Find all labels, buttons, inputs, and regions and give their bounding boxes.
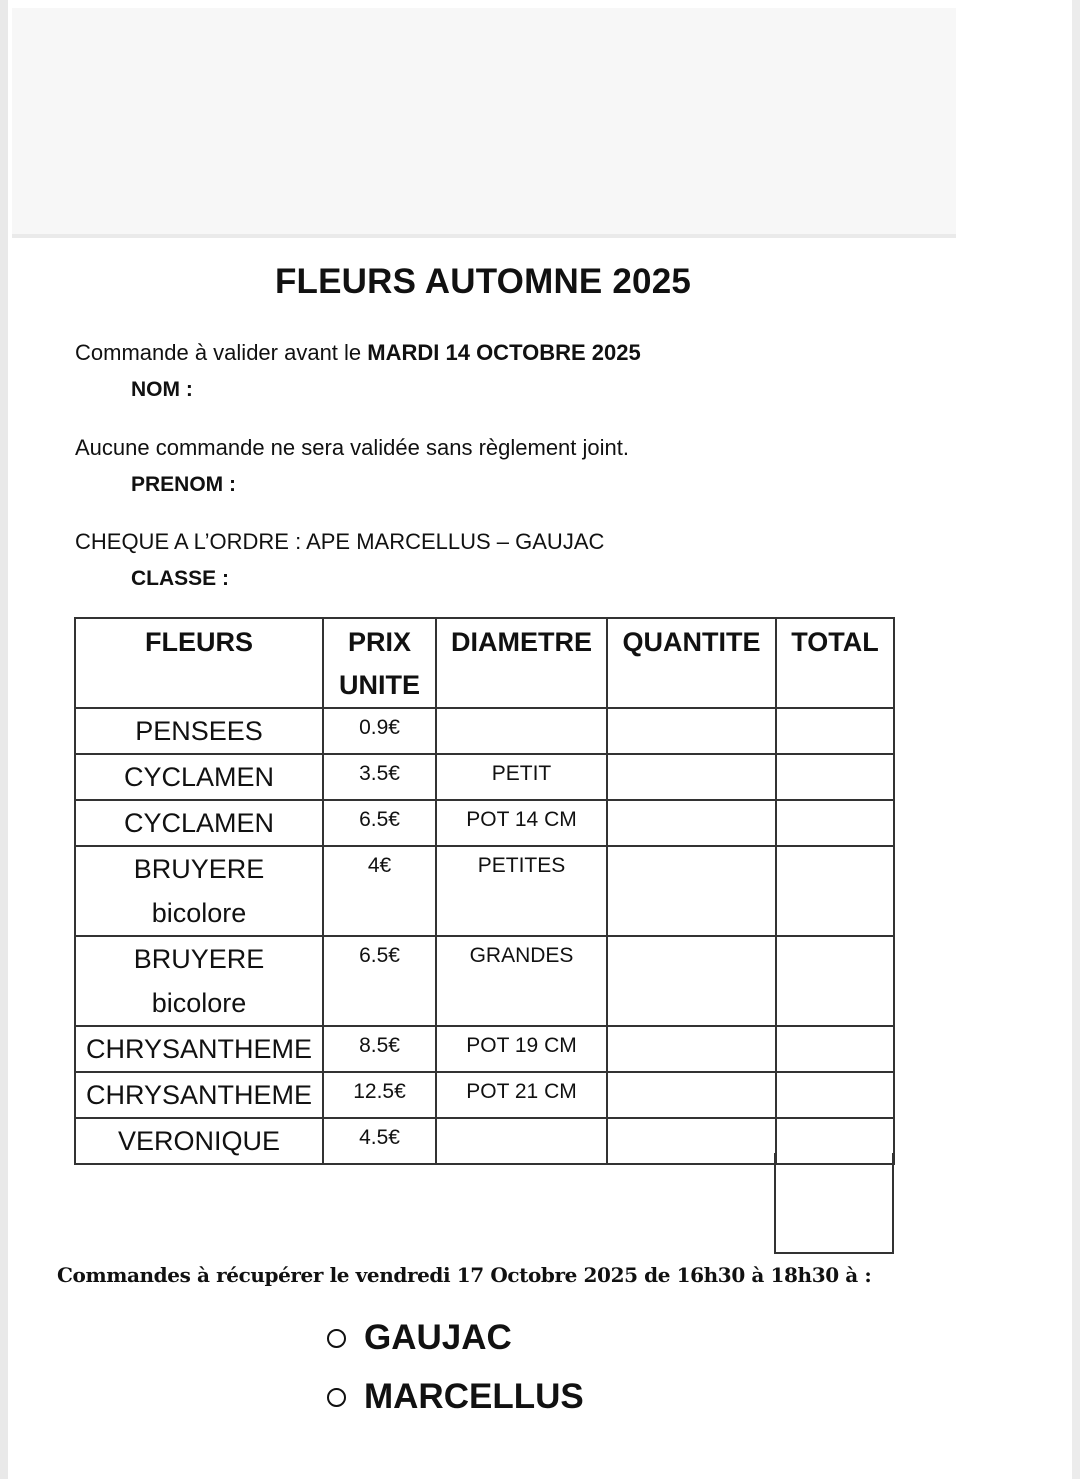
deadline-text: Commande à valider avant le (75, 340, 368, 365)
unit-price: 3.5€ (323, 754, 436, 800)
total-cell[interactable] (776, 846, 894, 936)
radio-circle-icon[interactable] (327, 1388, 346, 1407)
location-label: MARCELLUS (364, 1377, 584, 1416)
flower-name: CHRYSANTHEME (75, 1072, 323, 1118)
total-cell[interactable] (776, 754, 894, 800)
header-prix-unite (323, 618, 436, 708)
unit-price: 12.5€ (323, 1072, 436, 1118)
diameter (436, 1118, 607, 1164)
header-quantite: QUANTITE (607, 618, 776, 708)
flower-name-line2: bicolore (151, 988, 247, 1018)
unit-price: 4.5€ (323, 1118, 436, 1164)
page-title: FLEURS AUTOMNE 2025 (274, 262, 692, 301)
total-cell[interactable] (776, 708, 894, 754)
payment-notice: Aucune commande ne sera validée sans règlement joint. (75, 435, 629, 460)
cheque-payee: CHEQUE A L’ORDRE : APE MARCELLUS – GAUJAC (75, 529, 605, 554)
total-cell[interactable] (776, 936, 894, 1026)
diameter: POT 21 CM (436, 1072, 607, 1118)
flower-name: CYCLAMEN (75, 754, 323, 800)
diameter: POT 19 CM (436, 1026, 607, 1072)
flower-name-line2: bicolore (151, 898, 247, 928)
table-row (75, 1026, 894, 1072)
radio-circle-icon[interactable] (327, 1329, 346, 1348)
flower-name: CHRYSANTHEME (75, 1026, 323, 1072)
table-header-row (75, 618, 894, 708)
pickup-info: Commandes à récupérer le vendredi 17 Octobre 2025 de 16h30 à 18h30 à : (57, 1263, 872, 1287)
table-row (75, 754, 894, 800)
flower-name (75, 936, 323, 1026)
table-row (75, 1072, 894, 1118)
quantity-cell[interactable] (607, 1026, 776, 1072)
quantity-cell[interactable] (607, 846, 776, 936)
flower-name: VERONIQUE (75, 1118, 323, 1164)
header-unite: UNITE (339, 670, 420, 700)
location-option-marcellus[interactable] (327, 1377, 584, 1417)
flower-name: PENSEES (75, 708, 323, 754)
table-row (75, 936, 894, 1026)
flower-name (75, 846, 323, 936)
diameter (436, 708, 607, 754)
table-row (75, 708, 894, 754)
flower-name: CYCLAMEN (75, 800, 323, 846)
header-prix: PRIX (347, 627, 412, 657)
classe-field-label: CLASSE : (131, 567, 230, 590)
header-total: TOTAL (776, 618, 894, 708)
deadline-date: MARDI 14 OCTOBRE 2025 (367, 340, 641, 365)
quantity-cell[interactable] (607, 1072, 776, 1118)
blank-header-area (12, 8, 956, 234)
header-divider (12, 234, 956, 238)
quantity-cell[interactable] (607, 800, 776, 846)
flower-name-line1: BRUYERE (133, 944, 265, 974)
nom-field-label: NOM : (131, 378, 193, 401)
diameter: GRANDES (436, 936, 607, 1026)
header-diametre: DIAMETRE (436, 618, 607, 708)
grand-total-box[interactable] (774, 1153, 894, 1254)
unit-price: 8.5€ (323, 1026, 436, 1072)
header-fleurs: FLEURS (75, 618, 323, 708)
diameter: POT 14 CM (436, 800, 607, 846)
order-deadline (75, 340, 641, 366)
flower-name-line1: BRUYERE (133, 854, 265, 884)
location-label: GAUJAC (364, 1318, 512, 1357)
quantity-cell[interactable] (607, 936, 776, 1026)
quantity-cell[interactable] (607, 1118, 776, 1164)
order-table (74, 617, 895, 1165)
table-row (75, 800, 894, 846)
quantity-cell[interactable] (607, 754, 776, 800)
unit-price: 6.5€ (323, 800, 436, 846)
diameter: PETITES (436, 846, 607, 936)
quantity-cell[interactable] (607, 708, 776, 754)
table-row (75, 846, 894, 936)
unit-price: 0.9€ (323, 708, 436, 754)
page-frame-right (1072, 0, 1080, 1479)
diameter: PETIT (436, 754, 607, 800)
unit-price: 4€ (323, 846, 436, 936)
total-cell[interactable] (776, 1026, 894, 1072)
prenom-field-label: PRENOM : (131, 473, 236, 496)
page-frame-left (0, 0, 8, 1479)
total-cell[interactable] (776, 1072, 894, 1118)
unit-price: 6.5€ (323, 936, 436, 1026)
location-option-gaujac[interactable] (327, 1318, 512, 1358)
total-cell[interactable] (776, 800, 894, 846)
table-row (75, 1118, 894, 1164)
